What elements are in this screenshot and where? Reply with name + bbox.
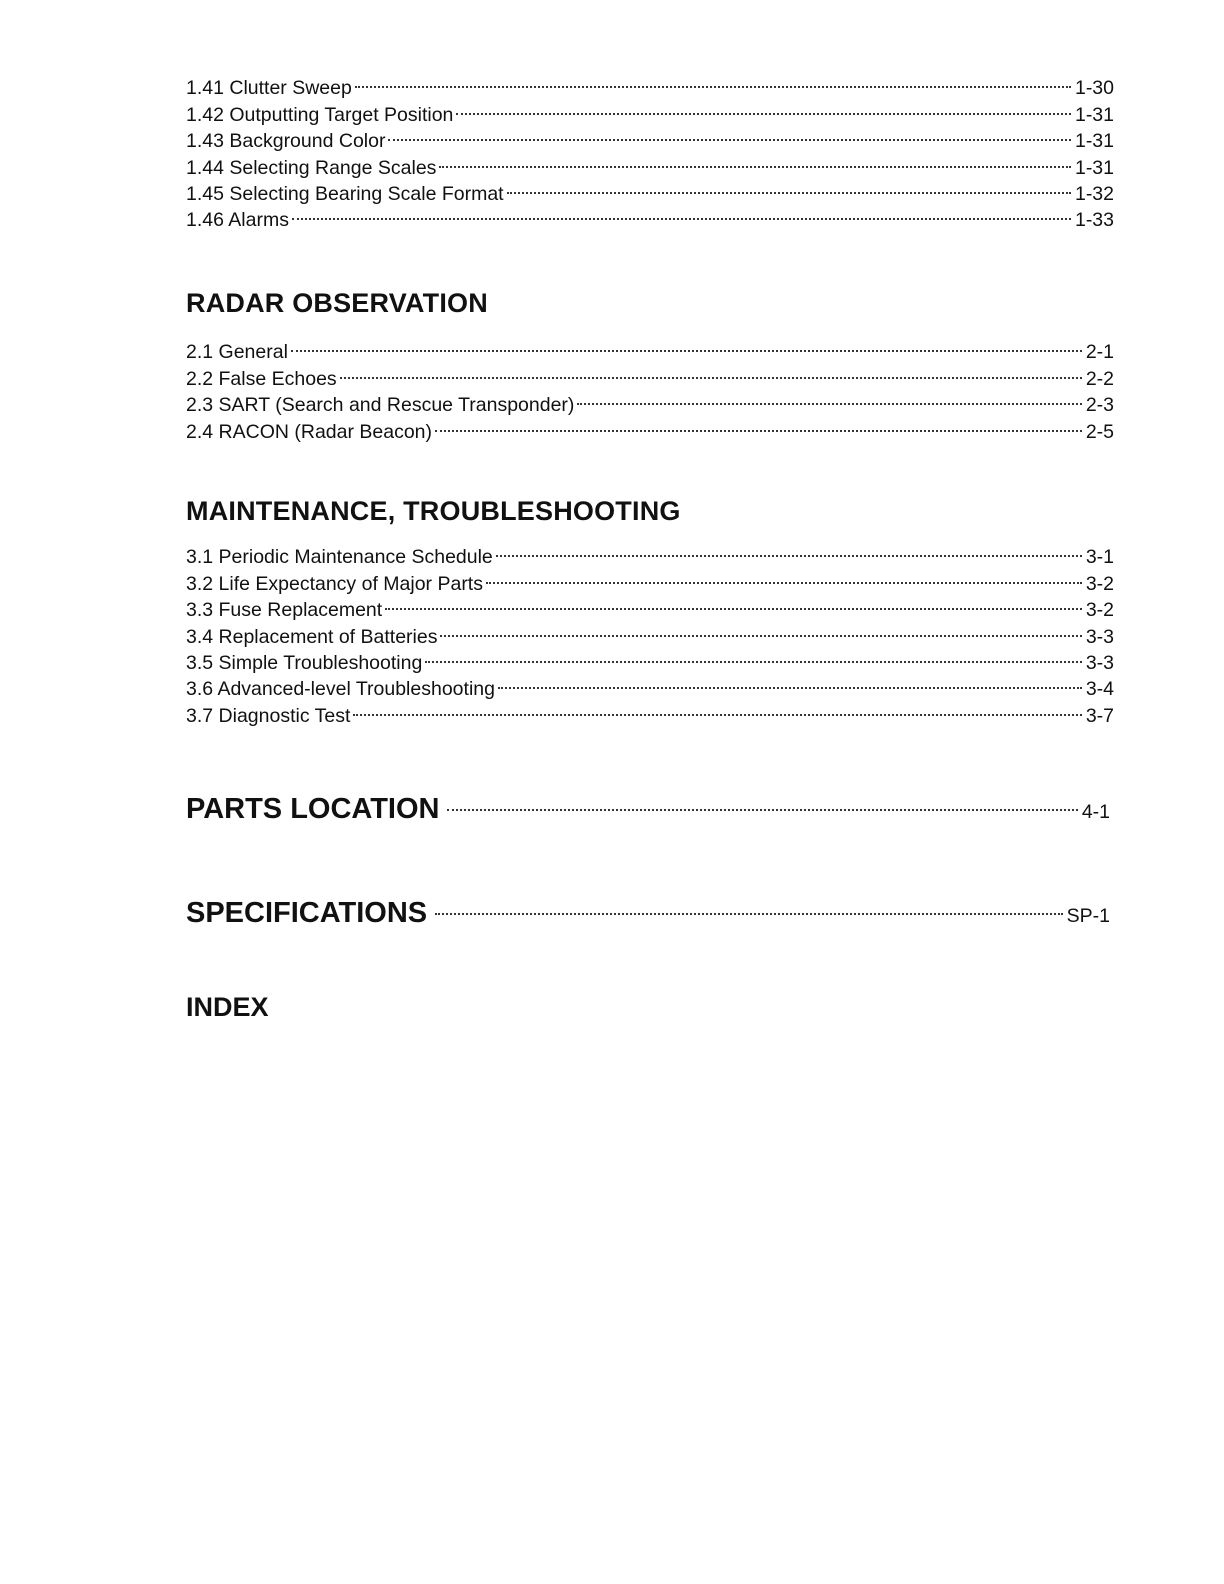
chapter-title: SPECIFICATIONS bbox=[186, 897, 428, 929]
dot-leader bbox=[425, 643, 1081, 669]
toc-entry-page: 3-3 bbox=[1085, 625, 1114, 648]
dot-leader bbox=[486, 563, 1082, 589]
toc-entry-page: 1-31 bbox=[1074, 130, 1114, 153]
toc-entry-page: 2-2 bbox=[1085, 367, 1114, 390]
dot-leader bbox=[577, 385, 1081, 411]
toc-radar-observation-list bbox=[186, 332, 1114, 443]
toc-entry-page: 1-30 bbox=[1074, 77, 1114, 100]
dot-leader bbox=[291, 332, 1082, 358]
dot-leader bbox=[507, 174, 1071, 200]
toc-entry[interactable] bbox=[186, 68, 1114, 100]
toc-entry[interactable] bbox=[186, 537, 1114, 569]
dot-leader bbox=[456, 94, 1071, 120]
dot-leader bbox=[440, 616, 1081, 642]
toc-entry-title: 1.45 Selecting Bearing Scale Format bbox=[186, 182, 504, 205]
chapter-title: PARTS LOCATION bbox=[186, 793, 440, 825]
dot-leader bbox=[496, 537, 1082, 563]
toc-entry-page: 3-2 bbox=[1085, 572, 1114, 595]
toc-entry-title: 3.1 Periodic Maintenance Schedule bbox=[186, 546, 493, 569]
dot-leader bbox=[498, 669, 1082, 695]
toc-entry-title: 2.4 RACON (Radar Beacon) bbox=[186, 420, 433, 443]
section-heading-radar-observation: RADAR OBSERVATION bbox=[186, 288, 488, 318]
section-heading-maintenance: MAINTENANCE, TROUBLESHOOTING bbox=[186, 496, 681, 526]
dot-leader bbox=[292, 200, 1071, 226]
dot-leader bbox=[435, 411, 1082, 437]
toc-entry-page: 3-7 bbox=[1085, 704, 1114, 727]
toc-entry-page: 3-2 bbox=[1085, 599, 1114, 622]
dot-leader bbox=[353, 695, 1081, 721]
toc-entry-page: 1-33 bbox=[1074, 209, 1114, 232]
toc-entry-title: 3.3 Fuse Replacement bbox=[186, 599, 383, 622]
toc-entry-page: 3-4 bbox=[1085, 678, 1114, 701]
toc-chapter-parts-location[interactable] bbox=[186, 782, 1110, 827]
toc-maintenance-list bbox=[186, 537, 1114, 727]
toc-entry-title: 1.44 Selecting Range Scales bbox=[186, 156, 437, 179]
toc-entry-page: 2-5 bbox=[1085, 420, 1114, 443]
toc-chapter-specifications[interactable] bbox=[186, 886, 1110, 931]
toc-entry-title: 3.2 Life Expectancy of Major Parts bbox=[186, 572, 483, 595]
toc-entry-title: 3.4 Replacement of Batteries bbox=[186, 625, 438, 648]
toc-entry-title: 2.3 SART (Search and Rescue Transponder) bbox=[186, 394, 575, 417]
toc-section-1-list bbox=[186, 68, 1114, 232]
toc-entry-title: 3.6 Advanced-level Troubleshooting bbox=[186, 678, 495, 701]
toc-entry-title: 3.5 Simple Troubleshooting bbox=[186, 651, 423, 674]
toc-entry-page: 2-1 bbox=[1085, 341, 1114, 364]
dot-leader bbox=[388, 121, 1071, 147]
toc-chapter-index[interactable]: INDEX bbox=[186, 992, 269, 1022]
toc-entry-title: 3.7 Diagnostic Test bbox=[186, 704, 351, 727]
toc-entry-title: 1.43 Background Color bbox=[186, 130, 386, 153]
chapter-page: 4-1 bbox=[1081, 801, 1110, 823]
toc-entry-title: 1.46 Alarms bbox=[186, 209, 289, 232]
toc-entry-page: 3-3 bbox=[1085, 651, 1114, 674]
toc-entry-title: 2.1 General bbox=[186, 341, 288, 364]
toc-entry-page: 1-32 bbox=[1074, 182, 1114, 205]
chapter-page: SP-1 bbox=[1066, 905, 1110, 927]
toc-entry-title: 1.42 Outputting Target Position bbox=[186, 103, 454, 126]
toc-entry-page: 2-3 bbox=[1085, 394, 1114, 417]
toc-entry-page: 1-31 bbox=[1074, 103, 1114, 126]
dot-leader bbox=[355, 68, 1071, 94]
dot-leader bbox=[439, 147, 1071, 173]
dot-leader bbox=[435, 886, 1062, 922]
dot-leader bbox=[447, 782, 1077, 818]
dot-leader bbox=[340, 358, 1082, 384]
toc-entry[interactable] bbox=[186, 332, 1114, 364]
toc-entry-page: 1-31 bbox=[1074, 156, 1114, 179]
toc-entry[interactable] bbox=[186, 358, 1114, 390]
toc-entry-title: 2.2 False Echoes bbox=[186, 367, 337, 390]
toc-entry-page: 3-1 bbox=[1085, 546, 1114, 569]
dot-leader bbox=[385, 590, 1082, 616]
toc-entry-title: 1.41 Clutter Sweep bbox=[186, 77, 352, 100]
toc-entry[interactable] bbox=[186, 200, 1114, 232]
